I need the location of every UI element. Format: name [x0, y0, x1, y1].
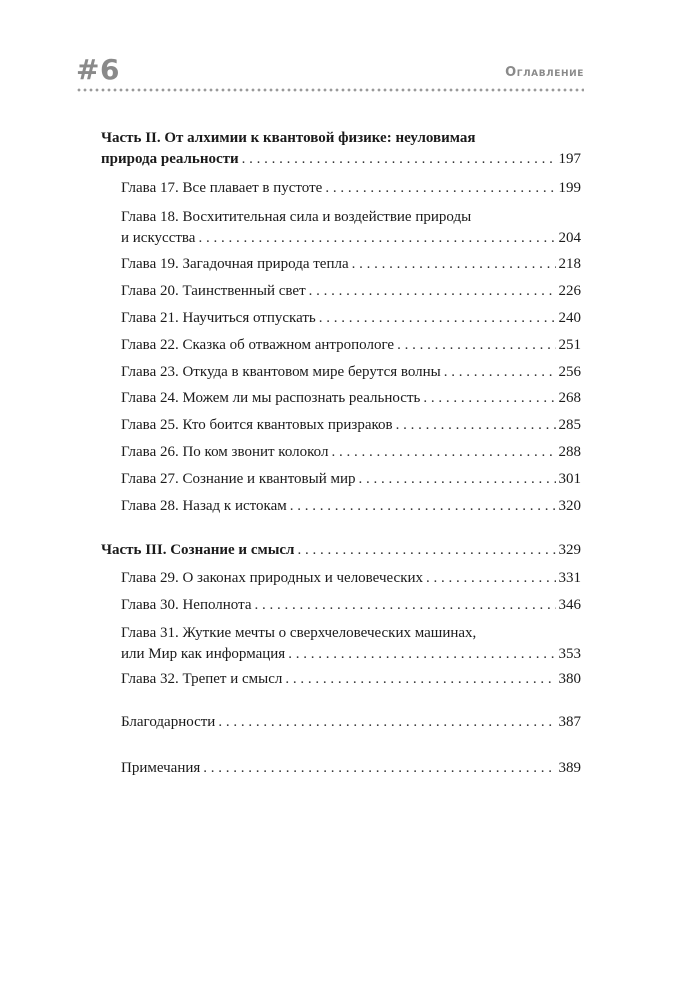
toc-page-number: 226 — [558, 283, 581, 299]
dot-leader — [218, 712, 555, 733]
toc-page-number: 204 — [558, 230, 581, 246]
dot-leader — [242, 149, 556, 170]
toc-entry-title: Часть III. Сознание и смысл — [101, 542, 295, 558]
toc-chapter-entry[interactable] — [101, 207, 581, 249]
toc-entry-title: Глава 30. Неполнота — [121, 597, 252, 613]
toc-entry-line — [121, 228, 581, 249]
toc-entry-title: Глава 24. Можем ли мы распознать реальность — [121, 390, 421, 406]
toc-entry-line — [121, 496, 581, 517]
section-title: Оглавление — [505, 65, 584, 80]
dot-leader — [331, 442, 555, 463]
toc-entry-title: Глава 17. Все плавает в пустоте — [121, 180, 323, 196]
toc-chapter-entry[interactable] — [101, 335, 581, 356]
toc-entry-line — [121, 595, 581, 616]
toc-entry-line — [121, 388, 581, 409]
toc-entry-title: Глава 32. Трепет и смысл — [121, 671, 283, 687]
page-number: #6 — [76, 53, 120, 86]
toc-entry-title: Глава 23. Откуда в квантовом мире берутся волны — [121, 364, 441, 380]
toc-chapter-entry[interactable] — [101, 623, 581, 665]
toc-entry-line — [121, 362, 581, 383]
toc-entry-line — [121, 568, 581, 589]
toc-entry-title: Благодарности — [121, 714, 216, 730]
toc-page-number: 285 — [558, 417, 581, 433]
toc-entry-title: Глава 27. Сознание и квантовый мир — [121, 471, 356, 487]
toc-page-number: 380 — [558, 671, 581, 687]
toc-chapter-entry[interactable] — [101, 568, 581, 589]
toc-entry-line — [121, 308, 581, 329]
toc-entry-title: Глава 21. Научиться отпускать — [121, 310, 316, 326]
dot-leader — [325, 178, 555, 199]
toc-entry-title-line1: Глава 31. Жуткие мечты о сверхчеловеческих машинах, — [121, 625, 477, 641]
dot-leader — [396, 415, 556, 436]
toc-entry-title: Глава 25. Кто боится квантовых призраков — [121, 417, 393, 433]
toc-chapter-entry[interactable] — [101, 388, 581, 409]
dot-leader — [444, 362, 556, 383]
toc-entry-line — [121, 669, 581, 690]
dot-leader — [203, 758, 555, 779]
toc-chapter-entry[interactable] — [101, 254, 581, 275]
toc-chapter-entry[interactable] — [101, 415, 581, 436]
toc-chapter-entry[interactable] — [101, 595, 581, 616]
dot-leader — [309, 281, 556, 302]
toc-page-number: 353 — [558, 646, 581, 662]
toc-page-number: 288 — [558, 444, 581, 460]
toc-entry-line — [121, 335, 581, 356]
toc-entry-title: Глава 26. По ком звонит колокол — [121, 444, 329, 460]
toc-entry-line — [121, 415, 581, 436]
toc-entry-title-line1: Часть II. От алхимии к квантовой физике: неуловимая — [101, 130, 476, 146]
dot-leader — [255, 595, 556, 616]
toc-page-number: 301 — [558, 471, 581, 487]
toc-entry-line — [121, 254, 581, 275]
toc-chapter-entry[interactable] — [101, 281, 581, 302]
dot-leader — [352, 254, 556, 275]
dot-leader — [288, 644, 555, 665]
toc-chapter-entry[interactable] — [101, 712, 581, 733]
dot-leader — [285, 669, 555, 690]
toc-chapter-entry[interactable] — [101, 442, 581, 463]
toc-entry-title: и искусства — [121, 230, 196, 246]
toc-page-number: 218 — [558, 256, 581, 272]
toc-page-number: 329 — [558, 542, 581, 558]
toc-entry-title: Примечания — [121, 760, 201, 776]
toc-page-number: 240 — [558, 310, 581, 326]
dot-leader — [397, 335, 555, 356]
toc-chapter-entry[interactable] — [101, 308, 581, 329]
dot-leader — [297, 540, 555, 561]
dot-leader — [290, 496, 556, 517]
toc-part-entry[interactable] — [101, 540, 581, 561]
toc-entry-title: Глава 29. О законах природных и человеческих — [121, 570, 424, 586]
toc-page-number: 256 — [558, 364, 581, 380]
dot-leader — [423, 388, 555, 409]
toc-chapter-entry[interactable] — [101, 178, 581, 199]
running-header — [76, 55, 584, 91]
toc-entry-line — [121, 469, 581, 490]
toc-part-entry[interactable] — [101, 128, 581, 170]
dot-leader — [319, 308, 556, 329]
toc-chapter-entry[interactable] — [101, 469, 581, 490]
toc-chapter-entry[interactable] — [101, 669, 581, 690]
toc-page-number: 331 — [558, 570, 581, 586]
dot-leader — [426, 568, 555, 589]
toc-page-number: 197 — [558, 151, 581, 167]
toc-entry-title: природа реальности — [101, 151, 239, 167]
toc-entry-line — [121, 281, 581, 302]
dot-leader — [359, 469, 556, 490]
toc-entry-line — [121, 712, 581, 733]
header-dotted-rule — [76, 88, 584, 92]
toc-entry-title-line1: Глава 18. Восхитительная сила и воздействие природы — [121, 209, 472, 225]
toc-entry-line — [121, 758, 581, 779]
toc-page-number: 268 — [558, 390, 581, 406]
toc-chapter-entry[interactable] — [101, 362, 581, 383]
toc-entry-title: Глава 19. Загадочная природа тепла — [121, 256, 349, 272]
toc-entry-title: или Мир как информация — [121, 646, 286, 662]
toc-entry-line — [121, 442, 581, 463]
toc-page-number: 320 — [558, 498, 581, 514]
toc-page-number: 389 — [558, 760, 581, 776]
toc-chapter-entry[interactable] — [101, 496, 581, 517]
toc-page-number: 199 — [558, 180, 581, 196]
toc-entry-line — [121, 644, 581, 665]
toc-entry-title: Глава 22. Сказка об отважном антропологе — [121, 337, 395, 353]
toc-entry-title: Глава 28. Назад к истокам — [121, 498, 287, 514]
toc-entry-line — [121, 178, 581, 199]
toc-entry-title: Глава 20. Таинственный свет — [121, 283, 306, 299]
toc-entry-line — [101, 149, 581, 170]
toc-page-number: 387 — [558, 714, 581, 730]
toc-page-number: 346 — [558, 597, 581, 613]
toc-entry-line — [101, 540, 581, 561]
toc-chapter-entry[interactable] — [101, 758, 581, 779]
toc-page-number: 251 — [558, 337, 581, 353]
dot-leader — [198, 228, 555, 249]
